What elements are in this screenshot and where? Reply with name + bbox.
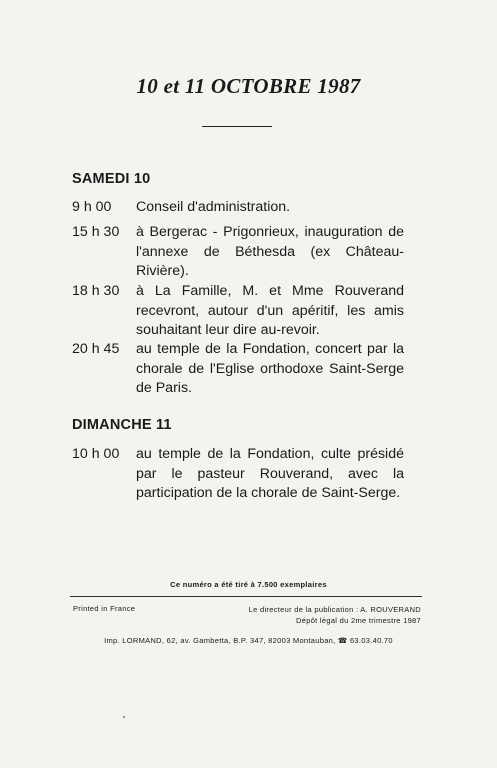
legal-deposit-line: Dépôt légal du 2me trimestre 1987 <box>296 616 421 625</box>
entry-text: Conseil d'administration. <box>136 199 291 215</box>
entry-text: au temple de la Fondation, culte présidé par le pasteur Rouverand, avec la participation de la chorale de Saint-Serge. <box>136 446 404 501</box>
entry-time: 9 h 00 <box>72 199 112 215</box>
day-heading-sunday: DIMANCHE 11 <box>72 417 172 433</box>
entry-text: à Bergerac - Prigonrieux, inauguration de l'annexe de Béthesda (ex Château-Rivière). <box>136 224 404 279</box>
entry-time: 15 h 30 <box>72 224 120 240</box>
entry-time: 18 h 30 <box>72 283 120 299</box>
publication-info <box>249 604 421 626</box>
footer-divider <box>70 596 422 597</box>
imprint-line: Imp. LORMAND, 62, av. Gambetta, B.P. 347, 82003 Montauban, ☎ 63.03.40.70 <box>104 636 393 645</box>
entry-time: 10 h 00 <box>72 446 120 462</box>
page-title: 10 et 11 OCTOBRE 1987 <box>136 74 361 98</box>
entry-time: 20 h 45 <box>72 341 120 357</box>
day-heading-saturday: SAMEDI 10 <box>72 171 151 187</box>
entry-text: à La Famille, M. et Mme Rouverand recevront, autour d'un apéritif, les amis souhaitant leur dire au-revoir. <box>136 283 404 338</box>
entry-text: au temple de la Fondation, concert par la chorale de l'Eglise orthodoxe Saint-Serge de Paris. <box>136 341 404 396</box>
printed-in-label: Printed in France <box>73 604 136 613</box>
print-run-note: Ce numéro a été tiré à 7.500 exemplaires <box>170 580 327 589</box>
director-line: Le directeur de la publication : A. ROUVERAND <box>248 605 421 614</box>
title-divider <box>202 126 272 127</box>
paper-speck <box>123 716 125 718</box>
